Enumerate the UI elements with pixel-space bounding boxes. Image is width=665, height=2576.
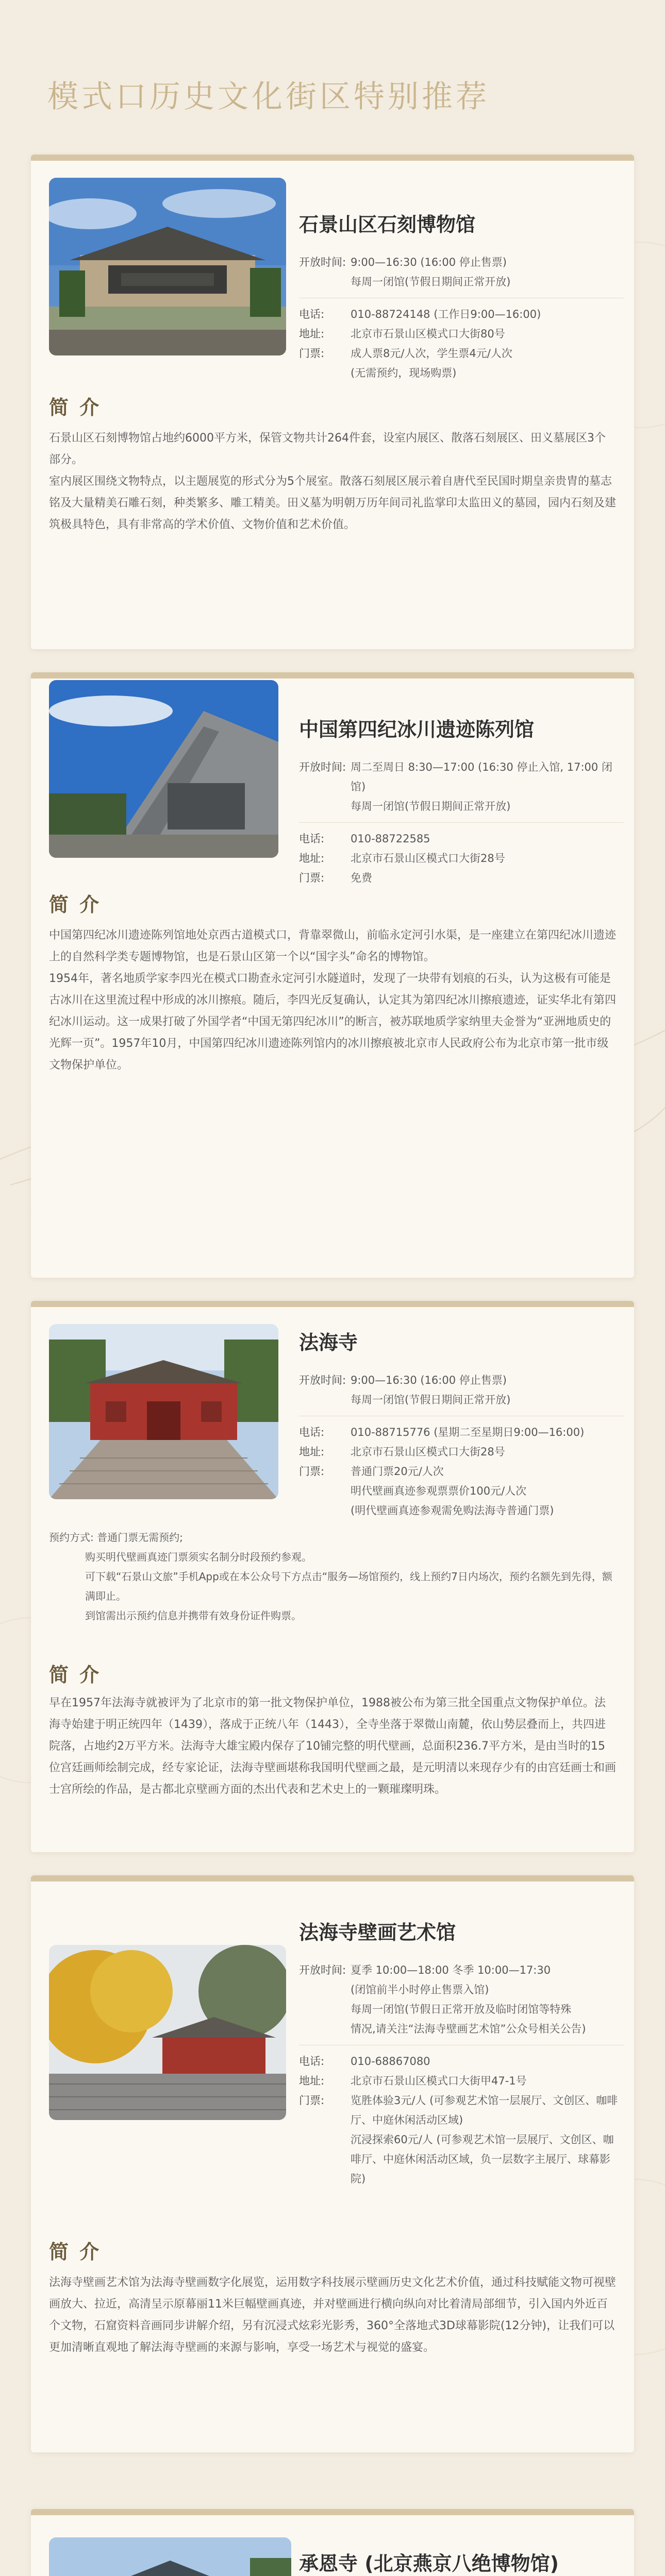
page-title: 模式口历史文化街区特别推荐 bbox=[47, 79, 490, 115]
ticket-row bbox=[299, 344, 624, 383]
phone-label: 电话: bbox=[299, 308, 325, 320]
card-top-stripe bbox=[31, 2509, 634, 2515]
address-row bbox=[299, 849, 624, 868]
phone-row bbox=[299, 304, 624, 324]
ticket-line: 览胜体验3元/人 (可参观艺术馆一层展厅、文创区、咖啡厅、中庭休闲活动区域) bbox=[351, 2094, 618, 2126]
venue-photo bbox=[49, 1945, 286, 2120]
card-top-stripe bbox=[31, 672, 634, 679]
intro-paragraph: 室内展区围绕文物特点，以主题展览的形式分为5个展室。散落石刻展区展示着自唐代至民国时期皇亲贵胄的墓志铭及大量精美石雕石刻，种类繁多、雕工精美。田义墓为明朝万历年间司礼监掌印太监田义的墓园，园内石刻及建筑极具特色，具有非常高的学术价值、文物价值和艺术价值。 bbox=[49, 475, 617, 531]
venue-info bbox=[299, 209, 624, 383]
notes-line: 预约方式: 普通门票无需预约; bbox=[49, 1531, 183, 1544]
address-value: 北京市石景山区模式口大街28号 bbox=[351, 852, 505, 865]
ticket-label: 门票: bbox=[299, 347, 325, 360]
address-row bbox=[299, 324, 624, 344]
ticket-line: (明代壁画真迹参观需免购法海寺普通门票) bbox=[351, 1504, 554, 1517]
address-label: 地址: bbox=[299, 2075, 325, 2087]
open-hours-row bbox=[299, 1960, 624, 2039]
open-hours-line: 9:00—16:30 (16:00 停止售票) bbox=[351, 256, 507, 268]
intro-text bbox=[49, 1692, 616, 1801]
address-row bbox=[299, 2071, 624, 2091]
card-top-stripe bbox=[31, 1301, 634, 1307]
open-hours-line: 每周一闭馆(节假日正常开放及临时闭馆等特殊 bbox=[351, 2003, 572, 2015]
open-hours-line: 周二至周日 8:30—17:00 (16:30 停止入馆, 17:00 闭馆) bbox=[351, 761, 612, 793]
open-hours-row bbox=[299, 252, 624, 292]
phone-row bbox=[299, 829, 624, 849]
venue-name: 中国第四纪冰川遗迹陈列馆 bbox=[299, 718, 535, 741]
venue-photo bbox=[49, 2537, 291, 2576]
open-hours-label: 开放时间: bbox=[299, 1964, 346, 1976]
ticket-row bbox=[299, 868, 624, 888]
ticket-row bbox=[299, 2091, 624, 2189]
card-top-stripe bbox=[31, 1875, 634, 1882]
phone-value[interactable]: 010-88715776 (星期二至星期日9:00—16:00) bbox=[351, 1426, 585, 1438]
intro-paragraph: 1954年，著名地质学家李四光在模式口勘查永定河引水隧道时，发现了一块带有划痕的石头，认为这极有可能是古冰川在这里流过程中形成的冰川擦痕。随后，李四光反复确认，认定其为第四纪冰川擦痕遗迹，证实华北有第四纪冰川运动。这一成果打破了外国学者“中国无第四纪冰川”的断言，被苏联地质学家纳里夫金誉为“亚洲地质史的光辉一页”。1957年10月，中国第四纪冰川遗迹陈列馆内的冰川擦痕被北京市人民政府公布为北京市第一批市级文物保护单位。 bbox=[49, 972, 617, 1072]
reservation-notes bbox=[49, 1528, 616, 1625]
phone-value[interactable]: 010-68867080 bbox=[351, 2055, 430, 2067]
venue-info bbox=[299, 714, 624, 888]
ticket-label: 门票: bbox=[299, 872, 325, 884]
venue-name: 石景山区石刻博物馆 bbox=[299, 213, 476, 236]
open-hours-label: 开放时间: bbox=[299, 761, 346, 773]
address-label: 地址: bbox=[299, 328, 325, 340]
address-value: 北京市石景山区模式口大街80号 bbox=[351, 328, 505, 340]
venue-info bbox=[299, 1917, 624, 2189]
intro-heading: 简 介 bbox=[49, 893, 102, 916]
phone-label: 电话: bbox=[299, 833, 325, 845]
notes-line: 可下载“石景山文旅”手机App或在本公众号下方点击“服务—场馆预约，线上预约7日内场次，预约名额先到先得，额满即止。 bbox=[85, 1570, 612, 1602]
address-row bbox=[299, 1442, 624, 1462]
open-hours-line: (闭馆前半小时停止售票入馆) bbox=[351, 1984, 489, 1996]
intro-heading: 简 介 bbox=[49, 396, 102, 419]
venue-card-glacier-museum bbox=[31, 672, 634, 1278]
intro-heading: 简 介 bbox=[49, 1664, 102, 1686]
open-hours-line: 每周一闭馆(节假日期间正常开放) bbox=[351, 1394, 511, 1406]
intro-heading: 简 介 bbox=[49, 2241, 102, 2263]
ticket-label: 门票: bbox=[299, 2094, 325, 2107]
venue-card-chengen-temple bbox=[31, 2509, 634, 2576]
venue-name: 法海寺壁画艺术馆 bbox=[299, 1921, 456, 1944]
intro-paragraph: 石景山区石刻博物馆占地约6000平方米，保管文物共计264件套，设室内展区、散落石刻展区、田义墓展区3个部分。 bbox=[49, 432, 606, 466]
venue-info bbox=[299, 2548, 624, 2576]
open-hours-line: 情况,请关注“法海寺壁画艺术馆”公众号相关公告) bbox=[351, 2023, 586, 2035]
address-label: 地址: bbox=[299, 1446, 325, 1458]
intro-paragraph: 法海寺壁画艺术馆为法海寺壁画数字化展览，运用数字科技展示壁画历史文化艺术价值，通过科技赋能文物可视壁画放大、拉近，高清呈示原幕丽11米巨幅壁画真迹，并对壁画进行横向纵向对比着清局部细节，引入国内外近百个文物，石窟资料音画同步讲解介绍，另有沉浸式炫彩光影秀，360°全落地式3D球幕影院(12分钟)，让我们可以更加清晰直观地了解法海寺壁画的来源与影响，享受一场艺术与视觉的盛宴。 bbox=[49, 2276, 617, 2354]
open-hours-label: 开放时间: bbox=[299, 1374, 346, 1386]
open-hours-row bbox=[299, 1370, 624, 1410]
ticket-line: 普通门票20元/人次 bbox=[351, 1465, 444, 1478]
venue-card-stone-museum bbox=[31, 155, 634, 649]
address-value: 北京市石景山区模式口大街28号 bbox=[351, 1446, 505, 1458]
ticket-line: (无需预约，现场购票) bbox=[351, 367, 457, 379]
venue-photo bbox=[49, 178, 286, 355]
intro-text bbox=[49, 428, 616, 536]
intro-text bbox=[49, 2272, 616, 2359]
notes-line: 购买明代壁画真迹门票须实名制分时段预约参观。 bbox=[85, 1551, 312, 1563]
intro-paragraph: 中国第四纪冰川遗迹陈列馆地处京西古道模式口，背靠翠微山，前临永定河引水渠，是一座建立在第四纪冰川遗迹上的自然科学类专题博物馆，也是石景山区第一个以“国字头”命名的博物馆。 bbox=[49, 929, 617, 963]
phone-label: 电话: bbox=[299, 2055, 325, 2067]
intro-text bbox=[49, 925, 616, 1076]
open-hours-line: 9:00—16:30 (16:00 停止售票) bbox=[351, 1374, 507, 1386]
address-label: 地址: bbox=[299, 852, 325, 865]
phone-row bbox=[299, 1422, 624, 1442]
open-hours-line: 每周一闭馆(节假日期间正常开放) bbox=[351, 276, 511, 288]
notes-line: 到馆需出示预约信息并携带有效身份证件购票。 bbox=[85, 1609, 302, 1622]
ticket-line: 免费 bbox=[351, 872, 372, 884]
venue-photo bbox=[49, 680, 278, 858]
phone-label: 电话: bbox=[299, 1426, 325, 1438]
venue-card-mural-art-museum bbox=[31, 1875, 634, 2452]
open-hours-row bbox=[299, 757, 624, 816]
phone-value[interactable]: 010-88722585 bbox=[351, 833, 430, 845]
ticket-label: 门票: bbox=[299, 1465, 325, 1478]
address-value: 北京市石景山区模式口大街甲47-1号 bbox=[351, 2075, 527, 2087]
open-hours-label: 开放时间: bbox=[299, 256, 346, 268]
phone-value[interactable]: 010-88724148 (工作日9:00—16:00) bbox=[351, 308, 541, 320]
ticket-line: 沉浸探索60元/人 (可参观艺术馆一层展厅、文创区、咖啡厅、中庭休闲活动区域，负一层数字主展厅、球幕影院) bbox=[351, 2133, 614, 2185]
ticket-row bbox=[299, 1462, 624, 1520]
venue-name: 法海寺 bbox=[299, 1331, 358, 1354]
intro-paragraph: 早在1957年法海寺就被评为了北京市的第一批文物保护单位，1988被公布为第三批全国重点文物保护单位。法海寺始建于明正统四年（1439），落成于正统八年（1443），全寺坐落于翠微山南麓，依山势层叠而上，共四进院落，占地约2万平方米。法海寺大雄宝殿内保存了10铺完整的明代壁画，总面积236.7平方米，是由当时的15位宫廷画师绘制完成，经专家论证，法海寺壁画堪称我国明代壁画之最，是元明清以来现存少有的由宫廷画士和画士宫所绘的作品，是古都北京壁画方面的杰出代表和艺术史上的一颗璀璨明珠。 bbox=[49, 1697, 617, 1796]
open-hours-line: 夏季 10:00—18:00 冬季 10:00—17:30 bbox=[351, 1964, 551, 1976]
venue-card-fahai-temple bbox=[31, 1301, 634, 1852]
phone-row bbox=[299, 2052, 624, 2071]
venue-name: 承恩寺 (北京燕京八绝博物馆) bbox=[299, 2552, 559, 2575]
venue-photo bbox=[49, 1324, 278, 1499]
ticket-line: 成人票8元/人次，学生票4元/人次 bbox=[351, 347, 512, 360]
venue-info bbox=[299, 1327, 624, 1520]
card-top-stripe bbox=[31, 155, 634, 161]
open-hours-line: 每周一闭馆(节假日期间正常开放) bbox=[351, 800, 511, 812]
ticket-line: 明代壁画真迹参观票票价100元/人次 bbox=[351, 1485, 527, 1497]
